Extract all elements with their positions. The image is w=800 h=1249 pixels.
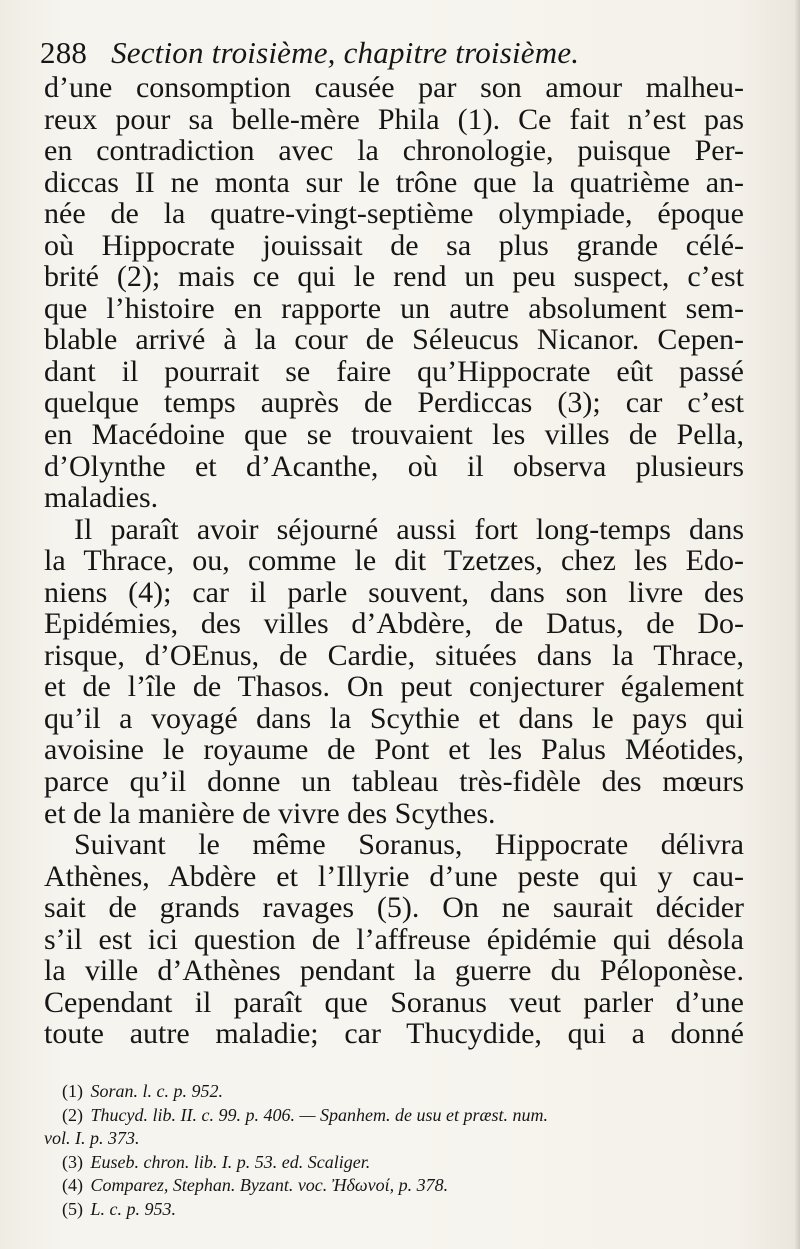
page-header — [40, 34, 760, 72]
text-line: diccas II ne monta sur le trône que la quatrième an- — [44, 165, 744, 199]
text-line: avoisine le royaume de Pont et les Palus Méotides, — [44, 733, 744, 767]
text-line: la ville d’Athènes pendant la guerre du Péloponèse. — [44, 954, 744, 988]
text-line: d’Olynthe et d’Acanthe, où il observa plusieurs — [44, 449, 744, 483]
footnote-text: Comparez, Stephan. Byzant. voc. Ἠδωνοί, p. 378. — [90, 1175, 449, 1195]
text-line: quelque temps auprès de Perdiccas (3); car c’est — [44, 386, 744, 420]
text-line: blable arrivé à la cour de Séleucus Nicanor. Cepen- — [44, 323, 744, 357]
text-line: maladies. — [44, 481, 159, 515]
text-line: Cependant il paraît que Soranus veut parler d’une — [44, 985, 744, 1019]
text-line: en contradiction avec la chronologie, puisque Per- — [44, 134, 744, 168]
text-line: la Thrace, ou, comme le dit Tzetzes, chez les Edo- — [44, 544, 744, 578]
footnote-text: vol. I. p. 373. — [44, 1128, 140, 1148]
text-line: que l’histoire en rapporte un autre absolument sem- — [44, 291, 744, 325]
footnote — [44, 1080, 744, 1104]
page-number: 288 — [40, 35, 88, 70]
text-line: reux pour sa belle-mère Phila (1). Ce fait n’est pas — [44, 102, 744, 136]
footnote-text: Euseb. chron. lib. I. p. 53. ed. Scaliger. — [90, 1151, 371, 1172]
footnote-number: (2) — [62, 1104, 83, 1125]
footnote-number: (5) — [62, 1198, 83, 1219]
text-line: risque, d’OEnus, de Cardie, situées dans la Thrace, — [44, 638, 744, 672]
text-line: en Macédoine que se trouvaient les villes de Pella, — [44, 418, 744, 452]
text-line: qu’il a voyagé dans la Scythie et dans le pays qui — [44, 701, 744, 735]
text-line: née de la quatre-vingt-septième olympiade, époque — [44, 197, 744, 231]
footnote-text: L. c. p. 953. — [90, 1198, 176, 1219]
text-line: toute autre maladie; car Thucydide, qui a donné — [44, 1017, 744, 1051]
text-line: s’il est ici question de l’affreuse épidémie qui désola — [44, 922, 744, 956]
text-line: niens (4); car il parle souvent, dans son livre des — [44, 575, 744, 609]
footnote-text: Soran. l. c. p. 952. — [90, 1081, 223, 1101]
footnote-text: Thucyd. lib. II. c. 99. p. 406. — Spanhem. de usu et præst. num. — [90, 1104, 548, 1125]
footnote-number: (4) — [62, 1175, 83, 1195]
footnote — [44, 1104, 744, 1128]
text-line: parce qu’il donne un tableau très-fidèle des mœurs — [44, 765, 744, 799]
footnote — [44, 1198, 744, 1222]
page-edge-shadow — [794, 0, 800, 1249]
text-line: sait de grands ravages (5). On ne saurait décider — [44, 891, 744, 925]
footnote-number: (3) — [62, 1151, 83, 1172]
text-line: Athènes, Abdère et l’Illyrie d’une peste qui y cau- — [44, 859, 744, 893]
text-line: dant il pourrait se faire qu’Hippocrate eût passé — [44, 354, 744, 388]
text-line: et de l’île de Thasos. On peut conjecturer également — [44, 670, 744, 704]
text-line: Epidémies, des villes d’Abdère, de Datus, de Do- — [44, 607, 744, 641]
footnote — [44, 1174, 744, 1198]
text-line: où Hippocrate jouissait de sa plus grande célé- — [44, 228, 744, 262]
text-line: Suivant le même Soranus, Hippocrate délivra — [74, 828, 744, 862]
text-line: brité (2); mais ce qui le rend un peu suspect, c’est — [44, 260, 744, 294]
text-line: d’une consomption causée par son amour malheu- — [44, 71, 744, 104]
running-head: Section troisième, chapitre troisième. — [111, 35, 580, 70]
body-text — [44, 72, 744, 1050]
footnote-number: (1) — [62, 1081, 83, 1101]
footnote-continuation — [44, 1127, 744, 1151]
footnotes — [44, 1080, 744, 1221]
text-line: Il paraît avoir séjourné aussi fort long-temps dans — [74, 512, 744, 546]
footnote — [44, 1151, 744, 1175]
text-line: et de la manière de vivre des Scythes. — [44, 796, 496, 830]
